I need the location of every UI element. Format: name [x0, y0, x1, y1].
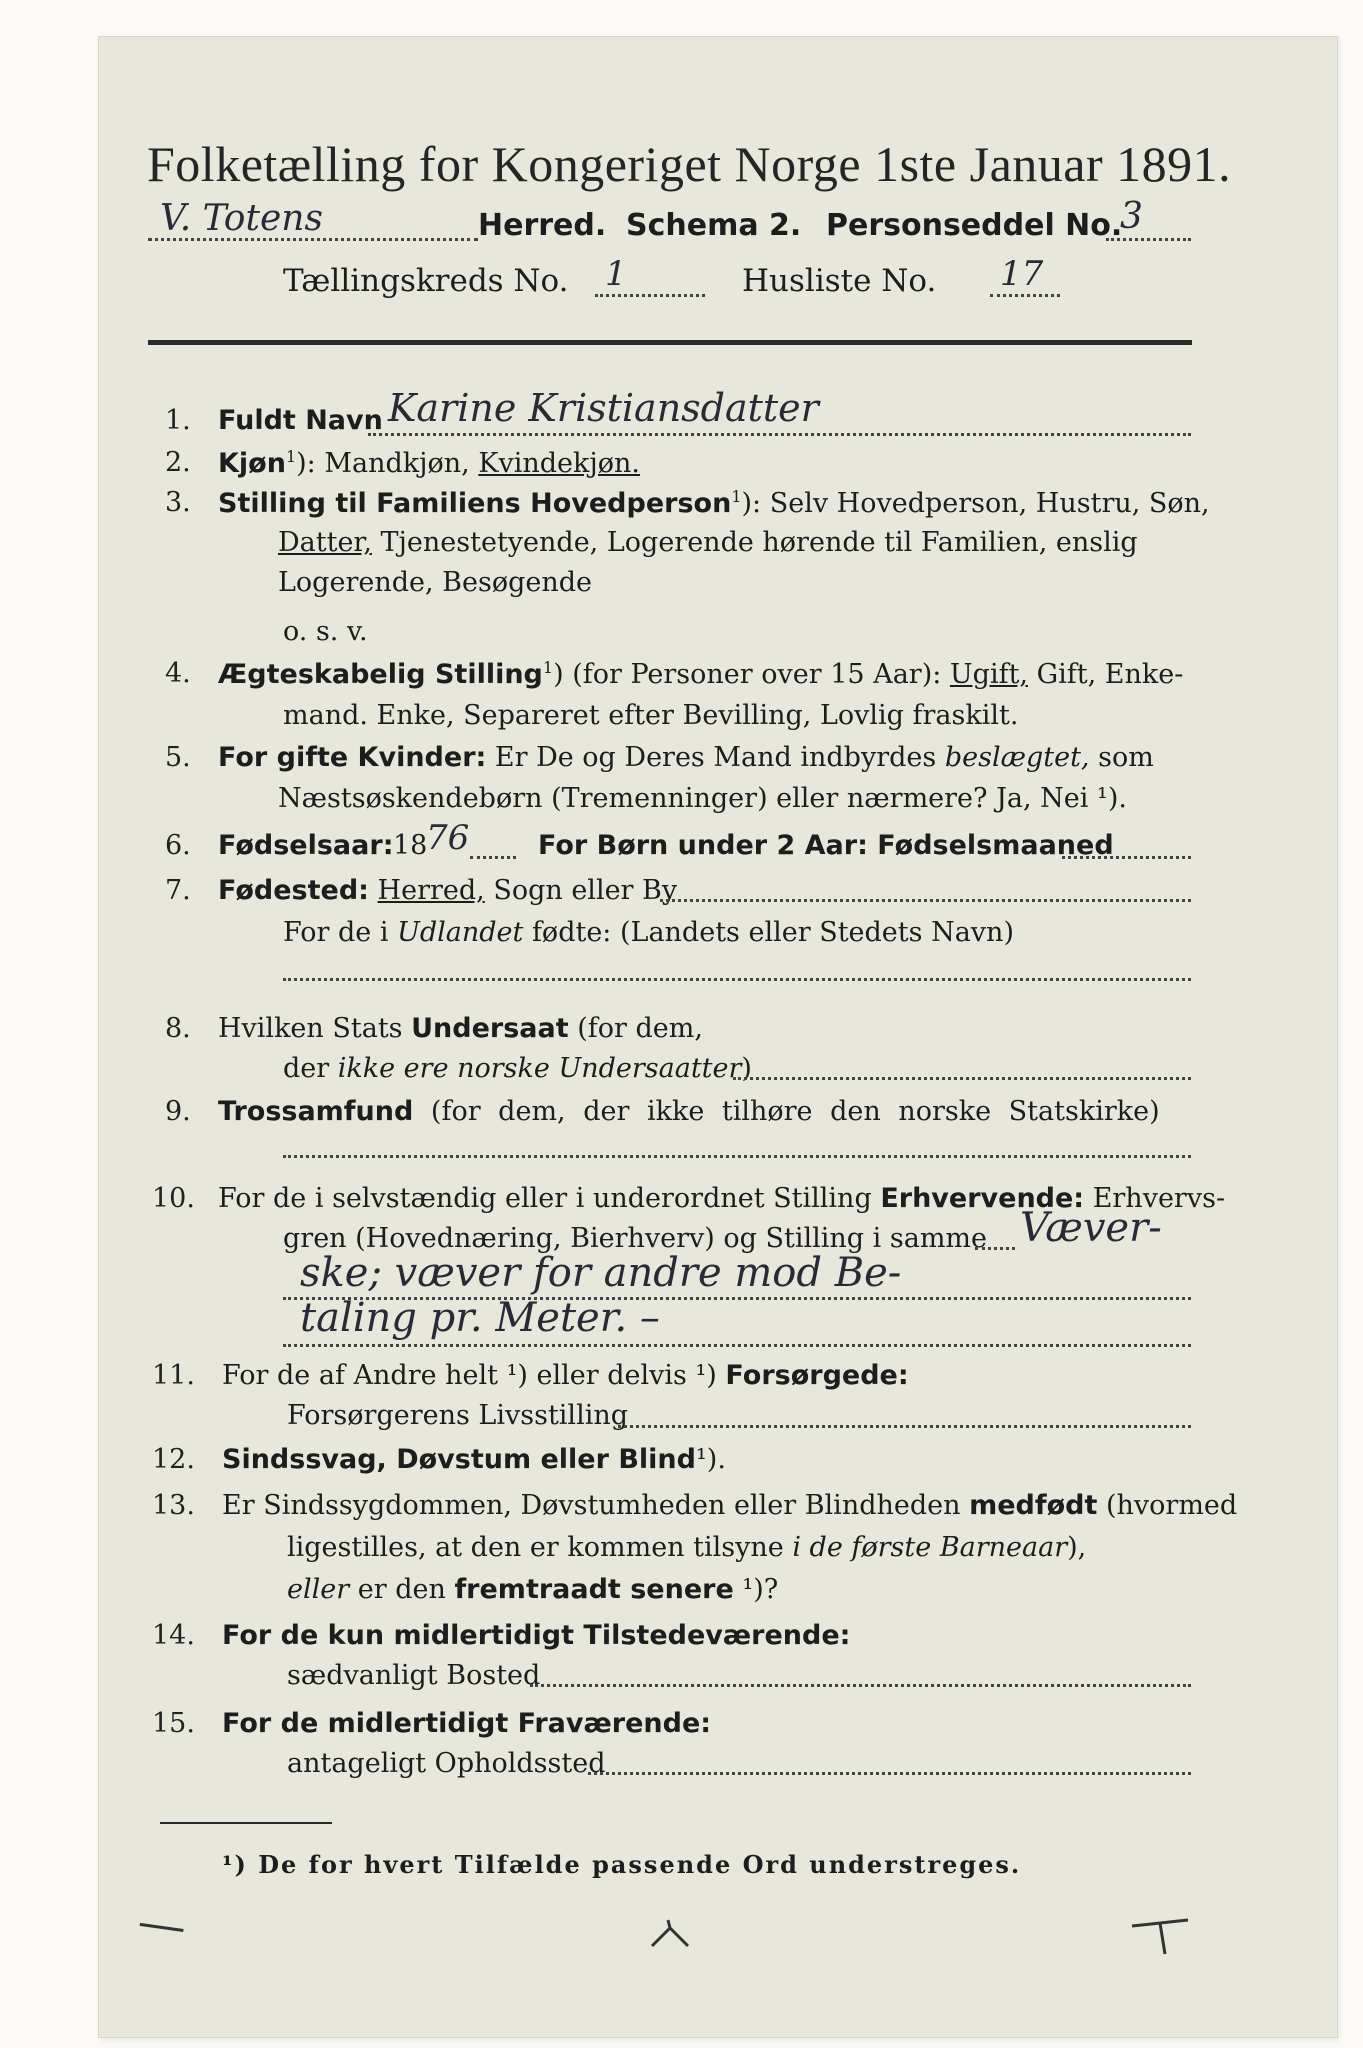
- q6-dotline: [1062, 856, 1191, 859]
- kreds-value: 1: [605, 254, 627, 294]
- q8-line1-rest: (for dem,: [568, 1013, 703, 1044]
- q7-rest: Sogn eller By: [484, 875, 678, 906]
- q9-label: Trossamfund: [218, 1096, 414, 1127]
- q15-dotline: [588, 1772, 1191, 1775]
- q10-dotline3: [283, 1344, 1191, 1347]
- q15-number: 15.: [152, 1708, 195, 1739]
- q10-dotline1: [975, 1247, 1015, 1250]
- registration-mark-center-shape: [650, 1918, 690, 1948]
- herred-value: V. Totens: [160, 198, 323, 239]
- q4-number: 4.: [165, 658, 191, 689]
- herred-dotline: [148, 238, 478, 241]
- q9-line1: [218, 1096, 1160, 1127]
- q3-line3: Logerende, Besøgende: [278, 567, 592, 598]
- q13-line2-pre: ligestilles, at den er kommen tilsyne: [287, 1532, 793, 1563]
- q13-number: 13.: [152, 1490, 195, 1521]
- form-title: Folketælling for Kongeriget Norge 1ste Januar 1891.: [147, 136, 1232, 192]
- personseddel-label: Personseddel No.: [826, 208, 1123, 243]
- q2-text: ): Mandkjøn,: [296, 448, 479, 479]
- q14-line2: sædvanligt Bosted: [287, 1660, 541, 1691]
- q13-line2-end: ),: [1067, 1532, 1087, 1563]
- q2-number: 2.: [165, 447, 191, 478]
- q4-line1-end: Gift, Enke-: [1028, 659, 1184, 690]
- q5-number: 5.: [165, 742, 191, 773]
- q1-number: 1.: [165, 405, 191, 436]
- registration-mark-center: [650, 1918, 690, 1948]
- q13-line3: [287, 1574, 778, 1605]
- q3-line2: [278, 527, 1138, 558]
- q8-line2: [283, 1053, 752, 1084]
- q5-italic-word: beslægtet,: [944, 742, 1090, 773]
- q1-dotline: [368, 433, 1191, 436]
- q5-line1: [218, 742, 1154, 773]
- q8-line2-pre: der: [283, 1053, 338, 1084]
- q7-dotline2: [283, 978, 1191, 981]
- q11-line2: Forsørgerens Livsstilling: [287, 1400, 629, 1431]
- q14-number: 14.: [152, 1620, 195, 1651]
- q4-line1: [218, 658, 1183, 690]
- q7-line2: [283, 917, 1014, 948]
- q11-number: 11.: [152, 1360, 195, 1391]
- q6-label: Fødselsaar:: [218, 830, 394, 861]
- q11-bold: Forsørgede:: [725, 1360, 909, 1391]
- q13-line3-italic: eller: [287, 1574, 350, 1605]
- q10-line1-pre: For de i selvstændig eller i underordnet Stilling: [218, 1183, 881, 1214]
- q3-line1-rest: ): Selv Hovedperson, Hustru, Søn,: [741, 488, 1210, 519]
- q13-line1-pre: Er Sindssygdommen, Døvstumheden eller Blindheden: [222, 1490, 970, 1521]
- q6-rest: [538, 830, 1114, 861]
- q7-line2-italic: Udlandet: [397, 917, 524, 948]
- q4-line1-rest: ) (for Personer over 15 Aar):: [553, 659, 950, 690]
- q12-number: 12.: [152, 1444, 195, 1475]
- q6-year-value: 76: [426, 818, 470, 858]
- q9-dotline: [283, 1155, 1191, 1158]
- q5-label: For gifte Kvinder:: [218, 742, 487, 773]
- q13-line2: [287, 1532, 1086, 1563]
- q3-label: Stilling til Familiens Hovedperson: [218, 488, 732, 519]
- q2-label: Kjøn: [218, 448, 286, 479]
- q7-line2-pre: For de i: [283, 917, 398, 948]
- q8-line1-pre: Hvilken Stats: [218, 1013, 412, 1044]
- husliste-value: 17: [1000, 254, 1044, 294]
- q13-line1-end: (hvormed: [1097, 1490, 1238, 1521]
- q2-sup: 1: [285, 447, 297, 466]
- q5-line1-end: som: [1089, 742, 1154, 773]
- q13-line3-end: ¹)?: [733, 1574, 779, 1605]
- q10-number: 10.: [152, 1183, 195, 1214]
- q10-hand3: taling pr. Meter. –: [300, 1295, 660, 1341]
- q7-number: 7.: [165, 875, 191, 906]
- q8-line1: [218, 1013, 703, 1044]
- q8-line2-italic: ikke ere norske Undersaatter: [337, 1053, 742, 1084]
- q15-line2: antageligt Opholdssted: [287, 1748, 606, 1779]
- footnote: ¹) De for hvert Tilfælde passende Ord understreges.: [222, 1850, 1022, 1879]
- q3-line4: o. s. v.: [283, 616, 368, 647]
- kreds-label: Tællingskreds No.: [283, 263, 569, 299]
- q3-line2-rest: Tjenestetyende, Logerende hørende til Familien, enslig: [371, 527, 1138, 558]
- kreds-dotline: [595, 294, 705, 297]
- q6-rest-text: For Børn under 2 Aar: Fødselsmaaned: [538, 830, 1114, 861]
- q13-line3-pre: er den: [349, 1574, 455, 1605]
- q4-underlined-choice: Ugift,: [949, 659, 1029, 690]
- q13-line3-bold: fremtraadt senere: [454, 1574, 734, 1605]
- q3-underlined-choice: Datter,: [278, 527, 372, 558]
- q6-number: 6.: [165, 830, 191, 861]
- q2-underlined-choice: Kvindekjøn.: [478, 448, 640, 479]
- q10-line1-end: Erhvervs-: [1084, 1183, 1226, 1214]
- q6-year-prefix: 18: [393, 830, 428, 861]
- q8-dotline: [733, 1077, 1191, 1080]
- q5-line2: Næstsøskendebørn (Tremenninger) eller nærmere? Ja, Nei ¹).: [278, 783, 1127, 814]
- q3-number: 3.: [165, 487, 191, 518]
- footnote-rule: [160, 1822, 332, 1824]
- q7-line1: [218, 875, 677, 906]
- q4-sup: 1: [542, 658, 554, 677]
- header-rule: [148, 340, 1192, 345]
- q11-dotline: [618, 1425, 1191, 1428]
- q10-line2: gren (Hovednæring, Bierhverv) og Stilling i samme: [283, 1223, 988, 1254]
- q11-line1: [222, 1360, 909, 1391]
- q12-label: Sindssvag, Døvstum eller Blind: [222, 1444, 696, 1475]
- q9-rest: (for dem, der ikke tilhøre den norske Statskirke): [413, 1096, 1160, 1127]
- q4-line2: mand. Enke, Separeret efter Bevilling, Lovlig fraskilt.: [283, 700, 1019, 731]
- q14-dotline: [530, 1684, 1191, 1687]
- husliste-dotline: [990, 294, 1060, 297]
- q13-line2-italic: i de første Barneaar: [792, 1532, 1068, 1563]
- q13-bold: medfødt: [969, 1490, 1098, 1521]
- q14-label: For de kun midlertidigt Tilstedeværende:: [222, 1620, 851, 1651]
- q7-line2-rest: fødte: (Landets eller Stedets Navn): [523, 917, 1014, 948]
- q3-sup: 1: [731, 487, 742, 506]
- personseddel-value: 3: [1120, 196, 1143, 237]
- q8-bold: Undersaat: [411, 1013, 569, 1044]
- q12-rest: ¹).: [695, 1444, 726, 1475]
- husliste-label: Husliste No.: [742, 263, 937, 299]
- q15-label: For de midlertidigt Fraværende:: [222, 1708, 712, 1739]
- schema-label: Schema 2.: [626, 208, 802, 243]
- q8-number: 8.: [165, 1013, 191, 1044]
- q1-label: Fuldt Navn: [218, 405, 383, 436]
- registration-mark-right: [1130, 1918, 1190, 1958]
- q13-line1: [222, 1490, 1237, 1521]
- q5-line1-rest: Er De og Deres Mand indbyrdes: [486, 742, 945, 773]
- q9-number: 9.: [165, 1096, 191, 1127]
- q4-label: Ægteskabelig Stilling: [218, 659, 543, 690]
- herred-label: Herred.: [478, 208, 607, 243]
- q1-name-value: Karine Kristiansdatter: [388, 386, 819, 430]
- q8-line2-rest: ): [741, 1053, 752, 1084]
- q10-hand1: Væver-: [1020, 1205, 1162, 1251]
- registration-mark-right-shape: [1130, 1918, 1190, 1958]
- q6-year-dotline: [470, 856, 516, 859]
- q7-label: Fødested:: [218, 875, 369, 906]
- q2-line: [218, 447, 640, 479]
- q11-line1-pre: For de af Andre helt ¹) eller delvis ¹): [222, 1360, 726, 1391]
- personseddel-dotline: [1106, 238, 1191, 241]
- q10-hand2: ske; væver for andre mod Be-: [300, 1250, 902, 1296]
- q10-bold: Erhvervende:: [880, 1183, 1085, 1214]
- q7-underlined-choice: Herred,: [377, 875, 485, 906]
- q12-line1: [222, 1444, 726, 1475]
- q3-line1: [218, 487, 1210, 519]
- q7-dotline1: [660, 899, 1191, 902]
